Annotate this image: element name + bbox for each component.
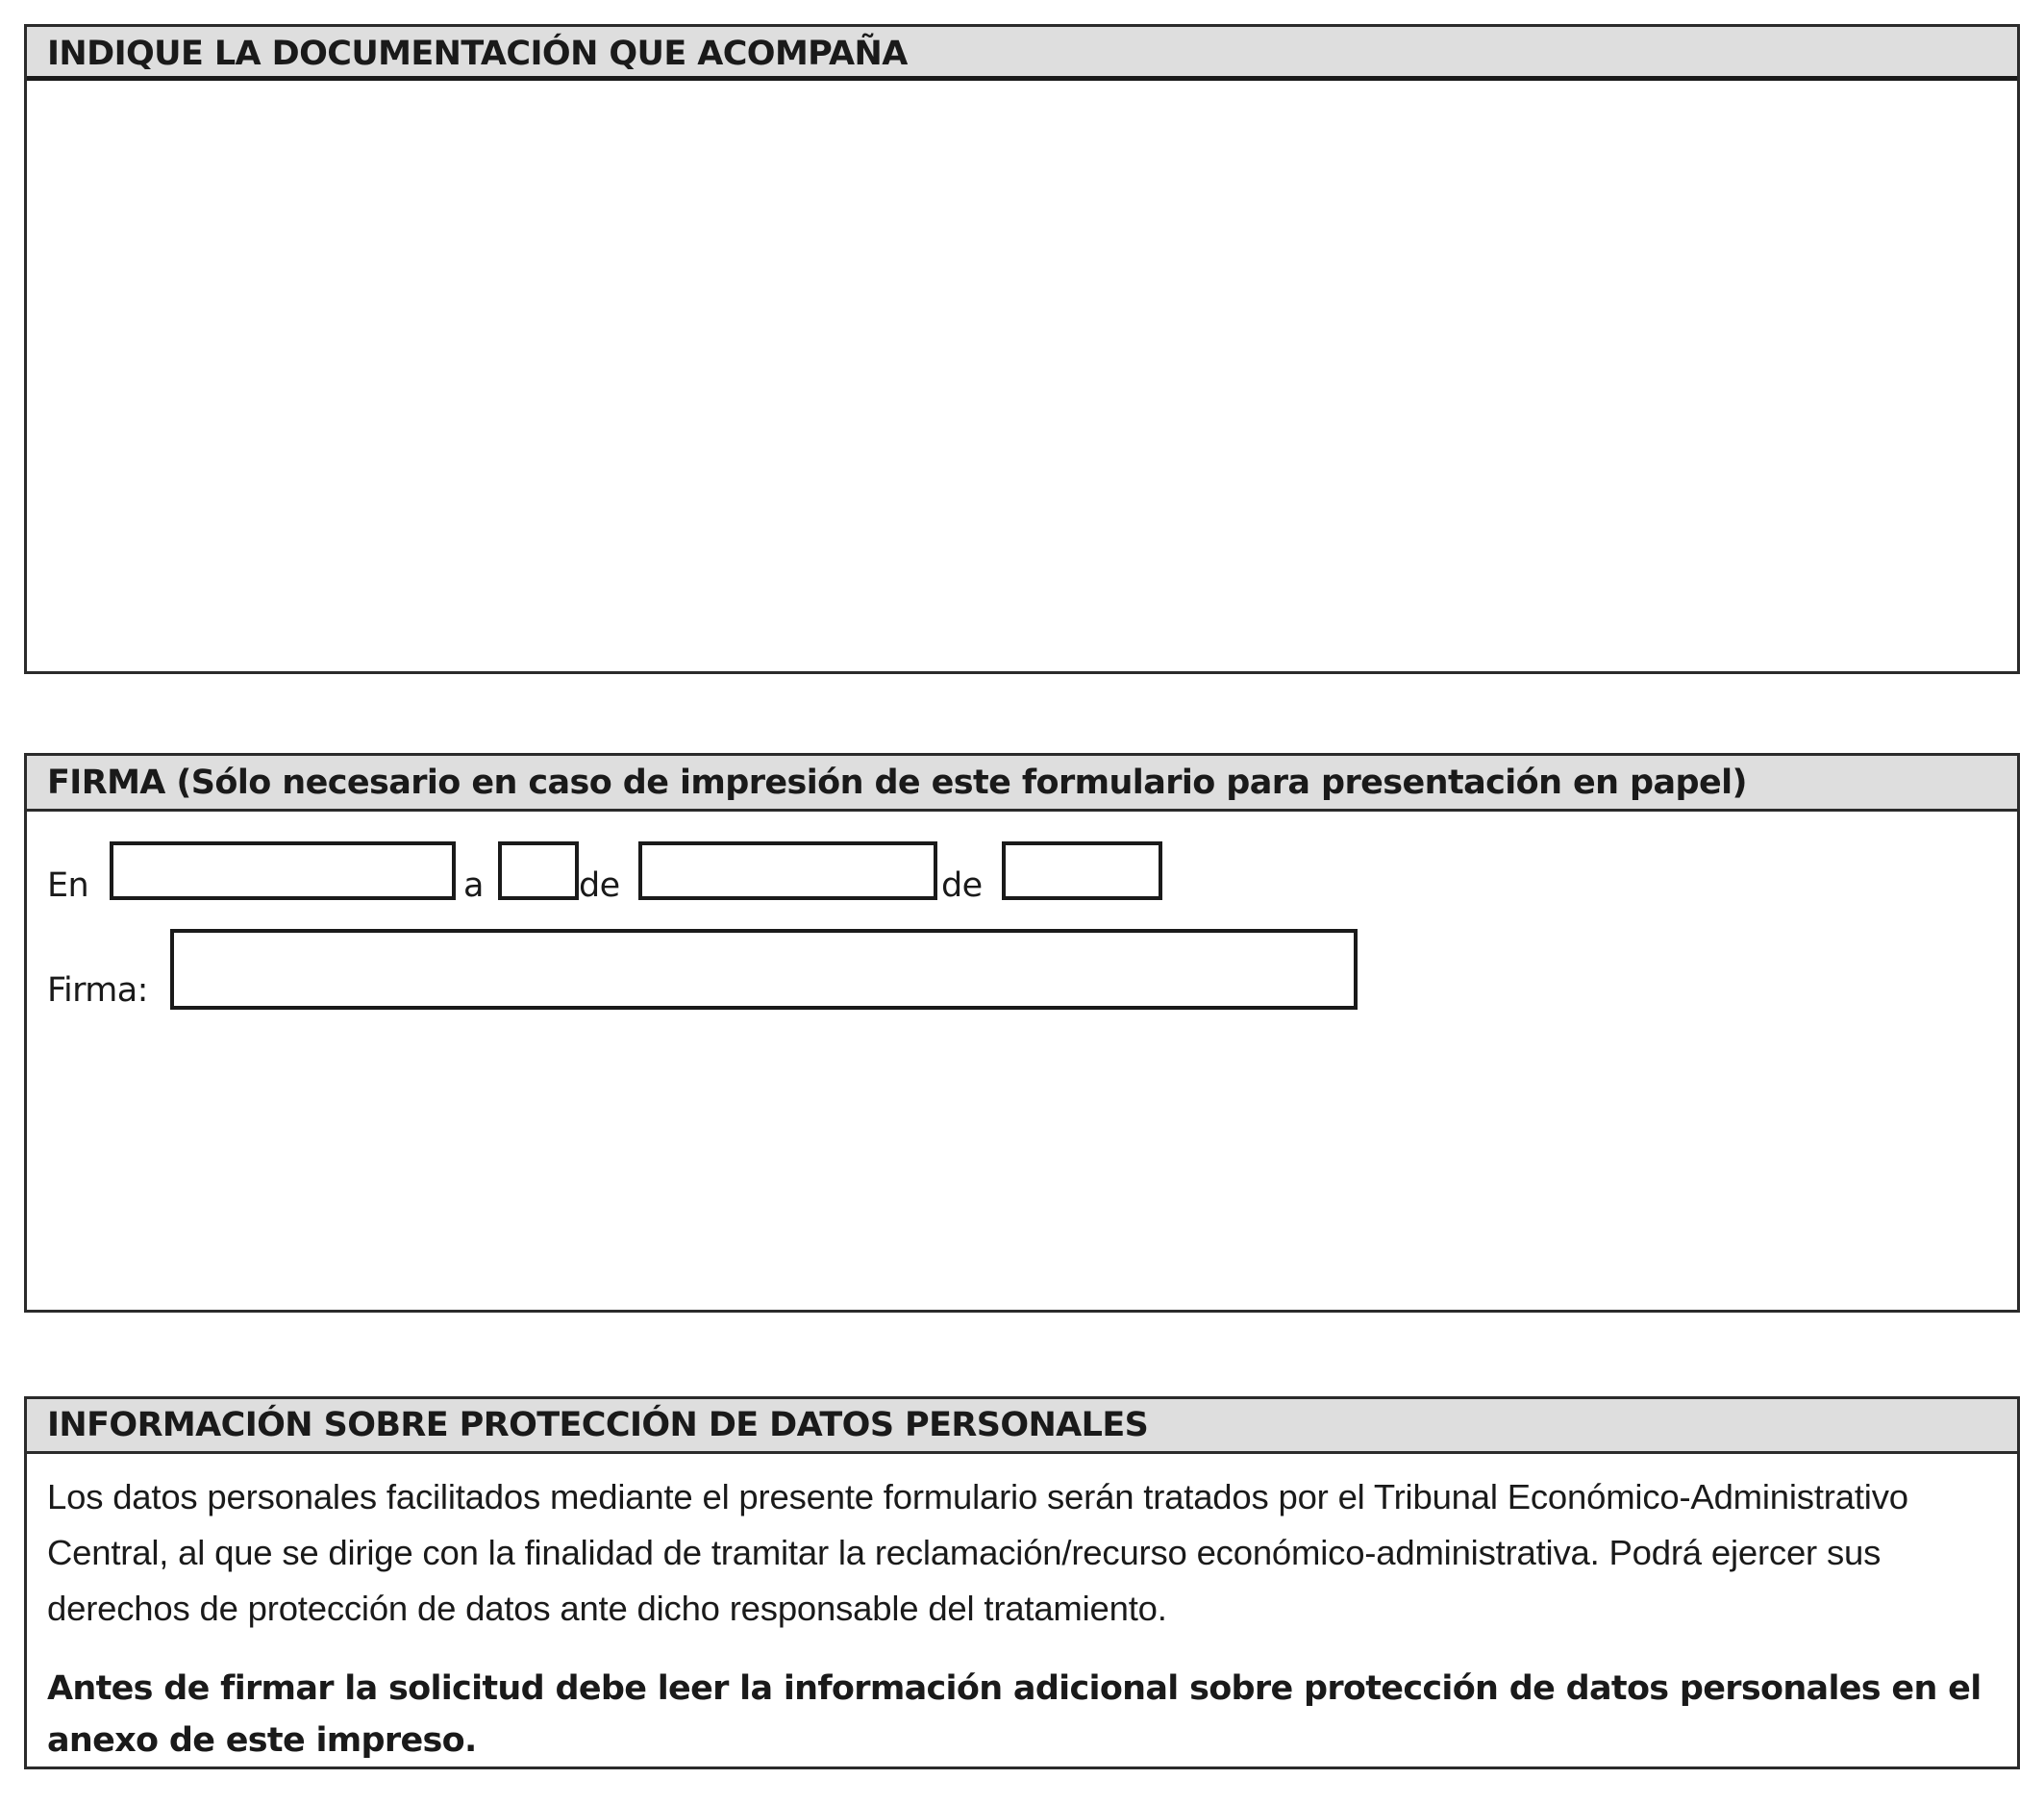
documentation-section [24,24,2020,674]
data-protection-section [24,1396,2020,1769]
signature-header: FIRMA (Sólo necesario en caso de impresión de este formulario para presentación en papel) [27,756,2017,812]
documentation-textarea[interactable] [27,81,2017,669]
year-input[interactable] [1002,841,1162,900]
day-label: a [463,866,484,905]
signature-section [24,753,2020,1313]
data-protection-notice: Antes de firmar la solicitud debe leer la información adicional sobre protección de datos personales en el anexo de este impreso. [47,1669,1982,1760]
place-input[interactable] [110,841,456,900]
month-label: de [579,866,620,905]
signature-label: Firma: [47,971,148,1010]
data-protection-body: Los datos personales facilitados mediante el presente formulario serán tratados por el Tribunal Económico-Administrativo Central, al que se dirige con la finalidad de tramitar la reclamación/recurso económico-administrativa. Podrá ejercer sus derechos de protección de datos ante dicho responsable del tratamiento. [47,1477,1908,1628]
day-input[interactable] [498,841,579,900]
month-input[interactable] [638,841,937,900]
signature-input[interactable] [170,929,1358,1010]
documentation-header: INDIQUE LA DOCUMENTACIÓN QUE ACOMPAÑA [27,27,2017,81]
data-protection-header: INFORMACIÓN SOBRE PROTECCIÓN DE DATOS PERSONALES [27,1399,2017,1454]
year-label: de [941,866,983,905]
place-label: En [47,866,89,905]
